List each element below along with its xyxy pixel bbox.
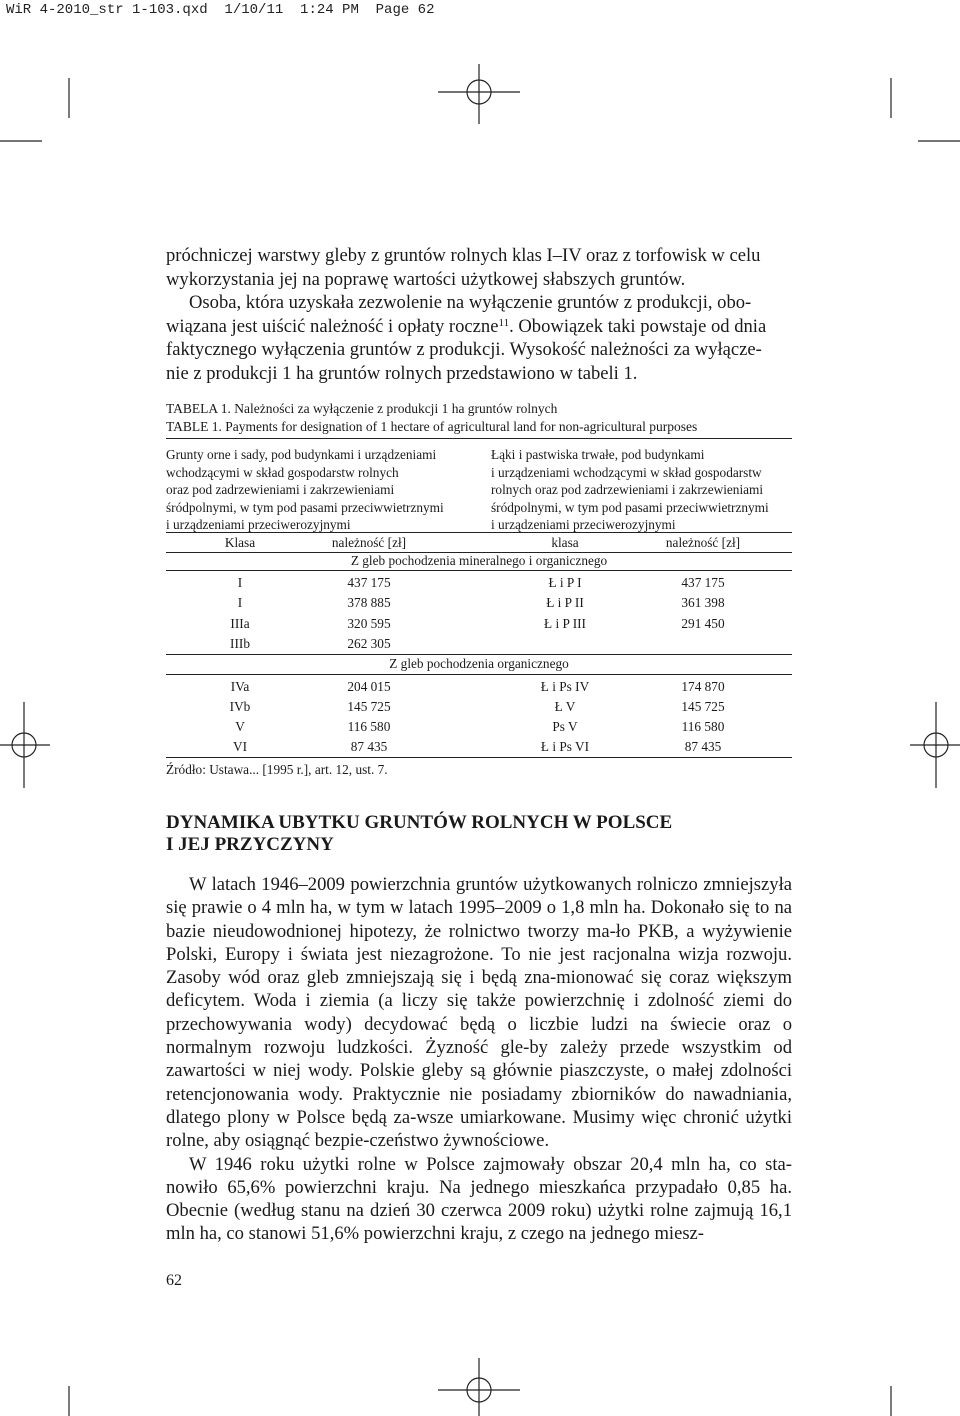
text-line: wykorzystania jej na poprawę wartości użytkowej słabszych gruntów. [166, 268, 686, 290]
crop-mark-bottom-left-icon [68, 1386, 70, 1416]
table-bottom-rule [166, 757, 792, 758]
table-cell: IIIb [230, 636, 250, 651]
table-caption-pl: TABELA 1. Należności za wyłączenie z produkcji 1 ha gruntów rolnych [166, 401, 558, 416]
header-line: Łąki i pastwiska trwałe, pod budynkami [491, 447, 705, 462]
table-cell: 320 595 [347, 616, 391, 631]
column-header-klasa: Klasa [224, 535, 256, 550]
table-cell: Ł i Ps VI [540, 739, 590, 754]
section-heading [166, 812, 672, 856]
table-cell: 145 725 [347, 699, 391, 714]
registration-target-right-icon [910, 702, 960, 788]
header-line: śródpolnymi, w tym pod pasami przeciwwietrznymi [491, 499, 769, 515]
table-cell: 87 435 [350, 739, 388, 754]
table-cell: I [237, 575, 243, 590]
column-header-naleznosc-2: należność [zł] [665, 535, 741, 550]
crop-mark-top-left-h-icon [0, 140, 42, 142]
text-line: Osoba, która uzyskała zezwolenie na wyłączenie gruntów z produkcji, obo- [189, 292, 752, 313]
table-cell: 262 305 [347, 636, 391, 651]
table-cell: 437 175 [681, 575, 725, 590]
column-header-naleznosc: należność [zł] [331, 535, 407, 550]
table-cell: IVa [230, 679, 250, 694]
table-section-rule [166, 674, 792, 675]
table-section-heading: Z gleb pochodzenia organicznego [389, 656, 569, 671]
crop-mark-top-right-h-icon [918, 140, 960, 142]
table-cell: V [235, 719, 245, 734]
page-number: 62 [166, 1272, 182, 1289]
table-cell: Ps V [552, 719, 578, 734]
header-line: wchodzącymi w skład gospodarstw rolnych [166, 464, 399, 480]
table-cell: 87 435 [684, 739, 722, 754]
table-left-header [166, 446, 444, 534]
table-cell: 145 725 [681, 699, 725, 714]
header-line: oraz pod zadrzewieniami i zakrzewieniami [166, 482, 395, 497]
table-cell: 378 885 [347, 595, 391, 610]
table-cell: I [237, 595, 243, 610]
body-paragraph: W latach 1946–2009 powierzchnia gruntów użytkowanych rolniczo zmniejszyła się prawie o 4 mln ha, w tym w latach 1995–2009 o 1,8 mln ha. Dokonało się to na bazie nieudowodnionej hipotezy, że rolnictwo tworzy ma-ło PKB, a wyżywienie Polski, Europy i świata jest niezagrożone. To nie jest racjonalna wizja rozwoju. Zasoby wód oraz gleb zmniejszają się i będą zna-mionować się coraz większym deficytem. Woda i ziemia (a liczy się także powierzchnię i zdolność ziemi do przechowywania wody) decydować będą o liczbie ludzi na świecie oraz o normalnym rozwoju ludzkości. Żyzność gle-by zależy przede wszystkim od zawartości w niej wody. Polskie gleby są głównie piaszczyste, o małej zdolności retencjonowania wody. Praktycznie nie posiadamy zbiorników do nawadniania, dlatego plony w Polsce będą za-wsze umiarkowane. Musimy więc chronić użytki rolne, aby osiągnąć bezpie-czeństwo żywnościowe. [166, 874, 792, 1152]
header-line: i urządzeniami przeciwerozyjnymi [166, 517, 351, 532]
table-header-rule [166, 532, 792, 533]
table-source-note: Źródło: Ustawa... [1995 r.], art. 12, ust. 7. [166, 762, 388, 777]
intro-paragraph [166, 244, 792, 385]
header-line: śródpolnymi, w tym pod pasami przeciwwietrznymi [166, 499, 444, 515]
section-body [166, 873, 792, 1246]
text-fragment: wiązana jest uiścić należność i opłaty roczne [166, 315, 499, 337]
table-top-rule [166, 438, 792, 439]
table-cell: 116 580 [347, 719, 391, 734]
table-cell: Ł i Ps IV [540, 679, 590, 694]
table-section-heading: Z gleb pochodzenia mineralnego i organicznego [350, 553, 608, 568]
table-cell: IVb [229, 699, 251, 714]
table-cell: 116 580 [681, 719, 725, 734]
text-line: próchniczej warstwy gleby z gruntów rolnych klas I–IV oraz z torfowisk w celu [166, 245, 761, 266]
table-cell: VI [232, 739, 248, 754]
table-cell: 204 015 [347, 679, 391, 694]
column-header-klasa-2: klasa [551, 535, 579, 550]
text-fragment: . Obowiązek taki powstaje od dnia [509, 315, 767, 337]
heading-line: DYNAMIKA UBYTKU GRUNTÓW ROLNYCH W POLSCE [166, 812, 673, 833]
crop-mark-bottom-right-icon [890, 1386, 892, 1416]
crop-mark-top-right-icon [890, 78, 892, 118]
header-line: rolnych oraz pod zadrzewieniami i zakrzewieniami [491, 482, 764, 497]
header-line: i urządzeniami wchodzącymi w skład gospodarstw [491, 464, 762, 480]
body-paragraph: W 1946 roku użytki rolne w Polsce zajmowały obszar 20,4 mln ha, co sta-nowiło 65,6% powierzchni kraju. Na jednego mieszkańca przypadało 0,85 ha. Obecnie (według stanu na dzień 30 czerwca 2009 roku) użytki rolne zajmują 16,1 mln ha, co stanowi 51,6% powierzchni kraju, z czego na jednego miesz- [166, 1153, 792, 1245]
text-line: faktycznego wyłączenia gruntów z produkcji. Wysokość należności za wyłącze- [166, 339, 762, 360]
registration-target-left-icon [0, 702, 50, 788]
table-cell: 174 870 [681, 679, 725, 694]
crop-mark-top-left-icon [68, 78, 70, 118]
header-line: i urządzeniami przeciwerozyjnymi [491, 517, 676, 532]
table-cell: Ł i P II [546, 595, 584, 610]
table-section-rule [166, 570, 792, 571]
header-line: Grunty orne i sady, pod budynkami i urządzeniami [166, 447, 437, 462]
table-cell: Ł i P III [544, 616, 586, 631]
text-line [166, 315, 792, 339]
footnote-reference: 11 [498, 316, 510, 329]
registration-target-bottom-icon [438, 1358, 520, 1416]
table-cell: 361 398 [681, 595, 725, 610]
table-section-rule [166, 654, 792, 655]
registration-target-top-icon [438, 64, 520, 124]
heading-line: I JEJ PRZYCZYNY [166, 834, 334, 855]
table-cell: IIIa [230, 616, 250, 631]
table-cell: 437 175 [347, 575, 391, 590]
table-cell: Ł i P I [548, 575, 582, 590]
text-line: nie z produkcji 1 ha gruntów rolnych przedstawiono w tabeli 1. [166, 362, 638, 384]
table-caption-en: TABLE 1. Payments for designation of 1 hectare of agricultural land for non-agricultural purposes [166, 419, 698, 434]
table-cell: Ł V [554, 699, 576, 714]
file-slug: WiR 4-2010_str 1-103.qxd 1/10/11 1:24 PM Page 62 [6, 2, 435, 18]
table-cell: 291 450 [681, 616, 725, 631]
table-right-header [491, 446, 769, 534]
